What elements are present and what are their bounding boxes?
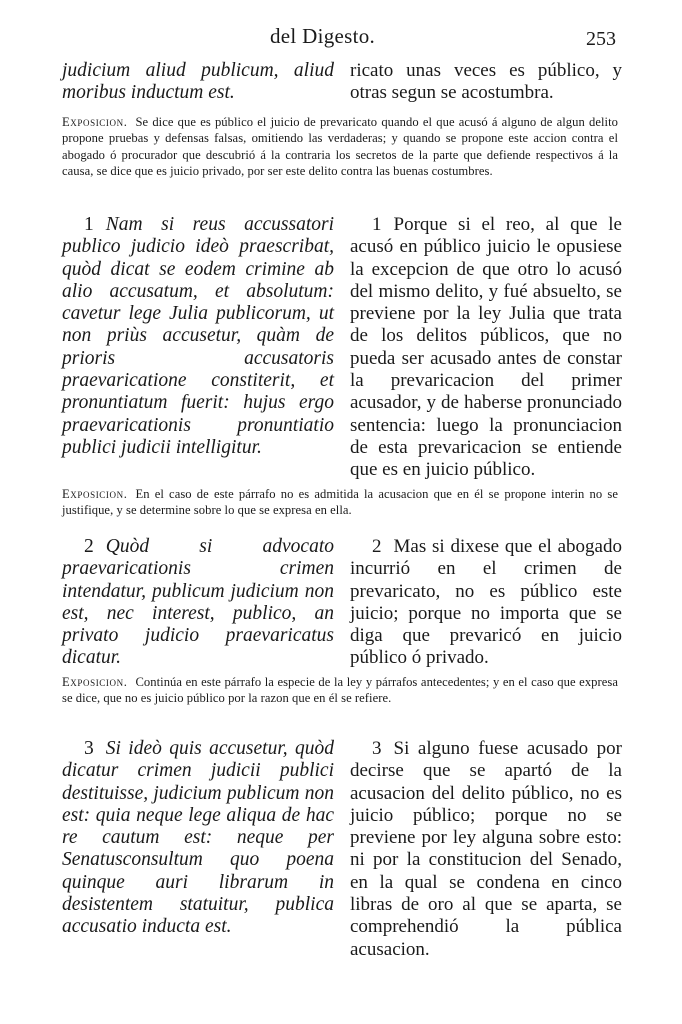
- top-continuation: [62, 60, 622, 108]
- latin-paragraph-1: [62, 214, 334, 459]
- spanish-continuation: ricato unas veces es público, y otras segun se acostumbra.: [350, 60, 622, 104]
- running-title: del Digesto.: [270, 24, 376, 48]
- latin-text: Nam si reus accussatori publico judicio ideò praescribat, quòd dicat se eodem crimine ab alio accusatum, et absolutum: cavetur lege Julia publicorum, ut non priùs accusetur, quàm de prioris accusatoris praevaricatione constiterit, et pronuntiatum fuerit: hujus ergo praevaricationis pronuntiatio publici judicii intelligitur.: [62, 214, 334, 458]
- spanish-text: Porque si el reo, al que le acusó en público juicio le opusiese la excepcion de que otro lo acusó del mismo delito, y fué absuelto, se previene por la ley Julia que trata de los delitos públicos, que no pueda ser acusado antes de constar la prevaricacion del primer acusador, y de haberse pronunciado sentencia: luego la pronunciacion de esta prevaricacion se entiende que es en juicio público.: [350, 214, 622, 481]
- latin-continuation: judicium aliud publicum, aliud moribus inductum est.: [62, 60, 334, 104]
- paragraph-number: 1: [372, 214, 382, 235]
- section-3: [62, 738, 622, 958]
- paragraph-number: 2: [372, 536, 382, 557]
- exposicion-text: Se dice que es público el juicio de prevaricato quando el que acusó á alguno de algun delito propone pruebas y defensas falsas, omitiendo las verdaderas; y quando se propone este accion contra el abogado ó procurador que descubrió á la contraria los secretos de la parte que defiende respectivos á la causa, se dice que es juicio privado, por ser este delito contra las buenas costumbres.: [62, 115, 618, 179]
- latin-paragraph-3: [62, 738, 334, 939]
- spanish-paragraph-3: [350, 738, 622, 961]
- exposicion-note-3: [62, 674, 618, 707]
- latin-text: Quòd si advocato praevaricationis crimen intendatur, publicum judicium non est, nec interest, publico, an privato judicio praevaricatus dicatur.: [62, 536, 334, 669]
- spanish-paragraph-1: [350, 214, 622, 482]
- exposicion-note-1: [62, 114, 618, 180]
- exposicion-label: Exposicion.: [62, 487, 128, 501]
- paragraph-number: 3: [84, 738, 94, 759]
- running-head: [0, 24, 682, 54]
- latin-paragraph-2: [62, 536, 334, 670]
- exposicion-label: Exposicion.: [62, 675, 128, 689]
- spanish-paragraph-2: [350, 536, 622, 670]
- spanish-text: Si alguno fuese acusado por decirse que se apartó de la acusacion del delito público, no es juicio público; porque no se previene por ley alguna sobre esto: ni por la constitucion del Senado, en la qual se condena en cinco libras de oro al que se aparta, se comprehendió la pública acusacion.: [350, 738, 622, 960]
- section-1: [62, 214, 622, 481]
- exposicion-note-2: [62, 486, 618, 519]
- exposicion-text: Continúa en este párrafo la especie de la ley y párrafos antecedentes; y en el caso que expresa se dice, que no es juicio público por la razon que en él se refiere.: [62, 675, 618, 706]
- page-number: 253: [586, 28, 616, 50]
- exposicion-label: Exposicion.: [62, 115, 128, 129]
- spanish-text: Mas si dixese que el abogado incurrió en el crimen de prevaricato, no es público este juicio; porque no importa que se diga que prevaricó en juicio público ó privado.: [350, 536, 622, 669]
- paragraph-number: 3: [372, 738, 382, 759]
- exposicion-text: En el caso de este párrafo no es admitida la acusacion que en él se propone interin no se justifique, y se determine sobre lo que se expresa en ella.: [62, 487, 618, 518]
- latin-text: Si ideò quis accusetur, quòd dicatur crimen judicii publici destituisse, judicium publicum non est: quia neque lege aliqua de hac re cautum est: neque per Senatusconsultum quo poena quinque auri librarum in desistentem statuitur, publica accusatio inducta est.: [62, 738, 334, 938]
- paragraph-number: 1: [84, 214, 94, 235]
- paragraph-number: 2: [84, 536, 94, 557]
- section-2: [62, 536, 622, 669]
